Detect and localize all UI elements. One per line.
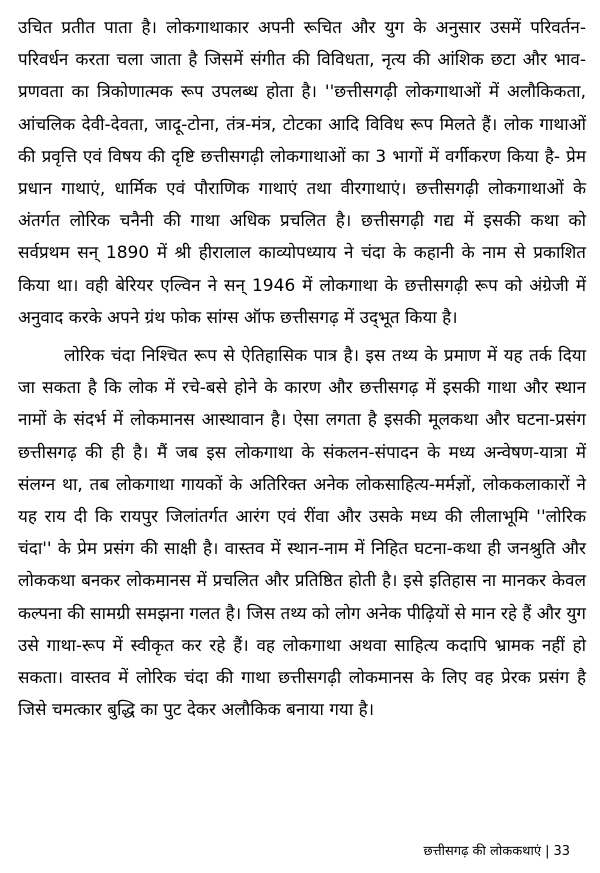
page-body — [18, 12, 586, 726]
page-number: 33 — [553, 844, 570, 859]
footer-separator: | — [545, 844, 550, 859]
footer-book-title: छत्तीसगढ़ की लोककथाएं — [423, 844, 542, 859]
page-footer — [424, 841, 570, 859]
paragraph-1: उचित प्रतीत पाता है। लोकगाथाकार अपनी रूचित और युग के अनुसार उसमें परिवर्तन-परिवर्धन करता चला जाता है जिसमें संगीत की विविधता, नृत्य की आंशिक छटा और भाव-प्रणवता का त्रिकोणात्मक रूप उपलब्ध होता है। ''छत्तीसगढ़ी लोकगाथाओं में अलौकिकता, आंचलिक देवी-देवता, जादू-टोना, तंत्र-मंत्र, टोटका आदि विविध रूप मिलते हैं। लोक गाथाओं की प्रवृत्ति एवं विषय की दृष्टि छत्तीसगढ़ी लोकगाथाओं का 3 भागों में वर्गीकरण किया है- प्रेम प्रधान गाथाएं, धार्मिक एवं पौराणिक गाथाएं तथा वीरगाथाएं। छत्तीसगढ़ी लोकगाथाओं के अंतर्गत लोरिक चनैनी की गाथा अधिक प्रचलित है। छत्तीसगढ़ी गद्य में इसकी कथा को सर्वप्रथम सन् 1890 में श्री हीरालाल काव्योपध्याय ने चंदा के कहानी के नाम से प्रकाशित किया था। वही बेरियर एल्विन ने सन् 1946 में लोकगाथा के छत्तीसगढ़ी रूप को अंग्रेजी में अनुवाद करके अपने ग्रंथ फोक सांग्स ऑफ छत्तीसगढ़ में उद्‌भूत किया है। — [18, 18, 586, 328]
paragraph-2: लोरिक चंदा निश्चित रूप से ऐतिहासिक पात्र है। इस तथ्य के प्रमाण में यह तर्क दिया जा सकता है कि लोक में रचे-बसे होने के कारण और छत्तीसगढ़ में इसकी गाथा और स्थान नामों के संदर्भ में लोकमानस आस्थावान है। ऐसा लगता है इसकी मूलकथा और घटना-प्रसंग छत्तीसगढ़ की ही है। मैं जब इस लोकगाथा के संकलन-संपादन के मध्य अन्वेषण-यात्रा में संलग्न था, तब लोकगाथा गायकों के अतिरिक्त अनेक लोकसाहित्य-मर्मज्ञों, लोककलाकारों ने यह राय दी कि रायपुर जिलांतर्गत आरंग एवं रींवा और उसके मध्य की लीलाभूमि ''लोरिक चंदा'' के प्रेम प्रसंग की साक्षी है। वास्तव में स्थान-नाम में निहित घटना-कथा ही जनश्रुति और लोककथा बनकर लोकमानस में प्रचलित और प्रतिष्ठित होती है। इसे इतिहास ना मानकर केवल कल्पना की सामग्री समझना गलत है। जिस तथ्य को लोग अनेक पीढ़ियों से मान रहे हैं और युग उसे गाथा-रूप में स्वीकृत कर रहे हैं। वह लोकगाथा अथवा साहित्य कदापि भ्रामक नहीं हो सकता। वास्तव में लोरिक चंदा की गाथा छत्तीसगढ़ी लोकमानस के लिए वह प्रेरक प्रसंग है जिसे चमत्कार बुद्धि का पुट देकर अलौकिक बनाया गया है। — [18, 346, 586, 721]
